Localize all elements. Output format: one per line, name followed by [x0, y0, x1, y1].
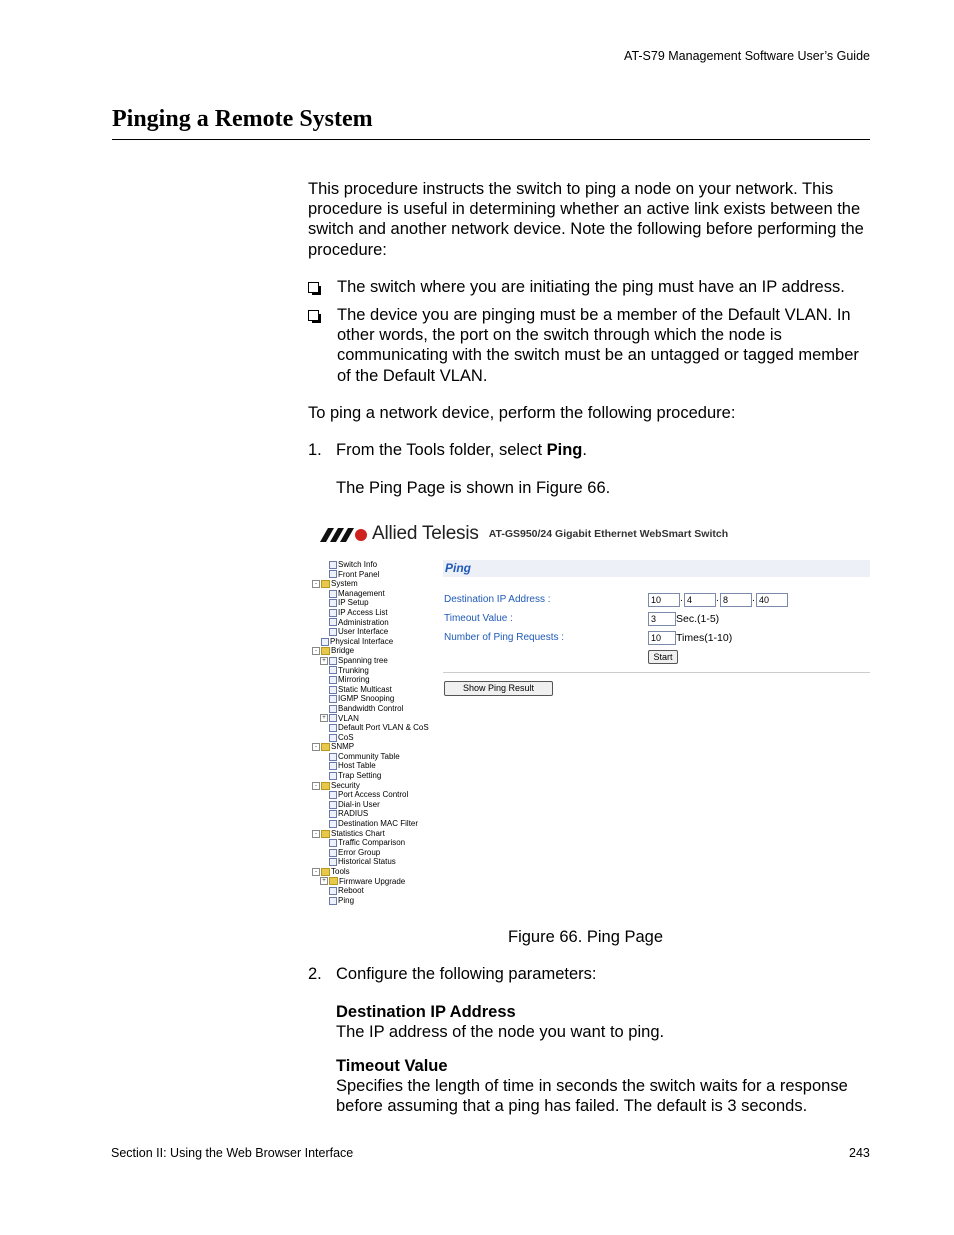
tree-item-label: IP Setup: [338, 598, 369, 608]
tree-item-dial-in-user[interactable]: [310, 800, 435, 810]
ip-octet-2-input[interactable]: 4: [684, 593, 716, 607]
tree-item-default-port-vlan-cos[interactable]: [310, 723, 435, 733]
page-number: 243: [849, 1146, 870, 1160]
tree-item-label: Firmware Upgrade: [339, 876, 406, 886]
tree-item-label: Management: [338, 588, 385, 598]
folder-icon: [321, 782, 330, 790]
checkbox-bullet-icon: [308, 310, 319, 321]
tree-item-label: Trunking: [338, 665, 369, 675]
tree-item-label: Front Panel: [338, 569, 380, 579]
page-icon: [329, 724, 337, 732]
step-1-note: The Ping Page is shown in Figure 66.: [336, 479, 611, 497]
page-icon: [329, 801, 337, 809]
panel-title: Ping: [445, 561, 471, 575]
tree-item-label: VLAN: [338, 713, 359, 723]
page-icon: [329, 772, 337, 780]
tree-item-cos[interactable]: [310, 733, 435, 743]
folder-icon: [321, 830, 330, 838]
brand-name: Allied Telesis: [372, 523, 479, 544]
tree-item-bridge[interactable]: [310, 646, 435, 656]
tree-item-trunking[interactable]: [310, 666, 435, 676]
title-rule: [112, 139, 870, 140]
step-number: 2.: [308, 965, 322, 983]
tree-item-spanning-tree[interactable]: [310, 656, 435, 666]
lead-in-paragraph: To ping a network device, perform the following procedure:: [308, 404, 736, 422]
page-icon: [329, 791, 337, 799]
allied-telesis-logo-icon: [320, 526, 368, 542]
page-icon: [329, 695, 337, 703]
tree-item-user-interface[interactable]: [310, 627, 435, 637]
tree-item-ip-access-list[interactable]: [310, 608, 435, 618]
bullet-text: The switch where you are initiating the ping must have an IP address.: [337, 278, 845, 296]
tree-item-igmp-snooping[interactable]: [310, 694, 435, 704]
tree-item-label: Host Table: [338, 761, 376, 771]
tree-item-label: Ping: [338, 895, 355, 905]
tree-item-mirroring[interactable]: [310, 675, 435, 685]
tree-item-label: Community Table: [338, 751, 400, 761]
tree-item-bandwidth-control[interactable]: [310, 704, 435, 714]
tree-item-label: Error Group: [338, 847, 381, 857]
folder-icon: [321, 647, 330, 655]
ip-octet-3-input[interactable]: 8: [720, 593, 752, 607]
collapse-icon[interactable]: -: [312, 743, 320, 751]
param-name: Destination IP Address: [336, 1003, 516, 1021]
step-1: [308, 440, 868, 460]
page-icon: [329, 570, 337, 578]
tree-item-label: IGMP Snooping: [338, 694, 395, 704]
folder-icon: [321, 743, 330, 751]
switch-model: AT-GS950/24 Gigabit Ethernet WebSmart Switch: [488, 528, 729, 540]
tree-item-label: Static Multicast: [338, 684, 392, 694]
ip-octet-4-input[interactable]: 40: [756, 593, 788, 607]
page-icon: [329, 849, 337, 857]
page-icon: [329, 590, 337, 598]
page-icon: [329, 810, 337, 818]
intro-paragraph: This procedure instructs the switch to ping a node on your network. This procedure is useful in determining whether an active link exists between the switch and another network device. Note the following before performing the procedure:: [308, 180, 864, 259]
collapse-icon[interactable]: -: [312, 647, 320, 655]
page-icon: [329, 686, 337, 694]
timeout-label: Timeout Value :: [444, 613, 513, 624]
collapse-icon[interactable]: -: [312, 868, 320, 876]
step-text: From the Tools folder, select Ping.: [336, 441, 587, 459]
tree-item-label: Mirroring: [338, 675, 370, 685]
tree-item-label: Administration: [338, 617, 389, 627]
tree-item-label: Trap Setting: [338, 771, 382, 781]
page-icon: [329, 839, 337, 847]
page-icon: [329, 609, 337, 617]
page-icon: [329, 705, 337, 713]
ping-requests-input[interactable]: 10: [648, 631, 676, 645]
tree-item-label: System: [331, 579, 358, 589]
tree-item-label: Bandwidth Control: [338, 703, 404, 713]
page-icon: [329, 753, 337, 761]
tree-item-firmware-upgrade[interactable]: [310, 877, 435, 887]
tree-item-label: SNMP: [331, 742, 355, 752]
tree-item-traffic-comparison[interactable]: [310, 838, 435, 848]
running-header: AT-S79 Management Software User’s Guide: [624, 49, 870, 63]
step-2: [308, 964, 868, 984]
destination-ip-label: Destination IP Address :: [444, 594, 551, 605]
collapse-icon[interactable]: -: [312, 580, 320, 588]
tree-item-label: Switch Info: [338, 560, 378, 569]
tree-item-label: RADIUS: [338, 809, 369, 819]
page-icon: [329, 714, 337, 722]
page-icon: [329, 887, 337, 895]
page-icon: [329, 762, 337, 770]
ip-octet-1-input[interactable]: 10: [648, 593, 680, 607]
tree-item-label: Destination MAC Filter: [338, 819, 419, 829]
start-button[interactable]: Start: [648, 650, 678, 664]
tree-item-vlan[interactable]: [310, 714, 435, 724]
page-icon: [329, 858, 337, 866]
tree-item-label: Spanning tree: [338, 655, 388, 665]
page-icon: [329, 628, 337, 636]
tree-item-label: CoS: [338, 732, 354, 742]
tree-item-label: Default Port VLAN & CoS: [338, 723, 429, 733]
tree-item-historical-status[interactable]: [310, 857, 435, 867]
navigation-tree: [310, 560, 435, 905]
tree-item-community-table[interactable]: [310, 752, 435, 762]
page-icon: [329, 561, 337, 569]
tree-item-administration[interactable]: [310, 618, 435, 628]
tree-item-management[interactable]: [310, 589, 435, 599]
checkbox-bullet-icon: [308, 282, 319, 293]
param-name: Timeout Value: [336, 1057, 448, 1075]
ping-page-figure: [310, 518, 870, 910]
tree-item-destination-mac-filter[interactable]: [310, 819, 435, 829]
tree-item-ping[interactable]: [310, 896, 435, 906]
ping-panel: Ping Destination IP Address : 10 . 4 . 8 . 40 Timeout Value : 3 Sec.(1-5) Number of Ping Requests : 10 Times(1-10) Start Show Ping Result: [443, 560, 870, 910]
param-destination-ip: [336, 1002, 871, 1042]
ping-requests-unit: Times(1-10): [676, 632, 733, 644]
param-timeout-value: [336, 1056, 871, 1117]
panel-title-bar: [443, 560, 870, 577]
page-icon: [329, 599, 337, 607]
param-description: Specifies the length of time in seconds the switch waits for a response before assuming that a ping has failed. The default is 3 seconds.: [336, 1077, 848, 1116]
page-icon: [329, 618, 337, 626]
step-text: Configure the following parameters:: [336, 965, 597, 983]
bullet-text: The device you are pinging must be a member of the Default VLAN. In other words, the port on the switch through which the node is communicating with the switch must be an untagged or tagged member of the Default VLAN.: [337, 306, 859, 385]
tree-item-ip-setup[interactable]: [310, 598, 435, 608]
tree-item-label: Port Access Control: [338, 790, 409, 800]
step-number: 1.: [308, 441, 322, 459]
brand-logo: [320, 522, 728, 546]
collapse-icon[interactable]: -: [312, 830, 320, 838]
tree-item-label: Statistics Chart: [331, 828, 385, 838]
tree-item-front-panel[interactable]: [310, 570, 435, 580]
panel-divider: [443, 672, 870, 673]
tree-item-label: Physical Interface: [330, 636, 394, 646]
page-icon: [321, 638, 329, 646]
tree-item-static-multicast[interactable]: [310, 685, 435, 695]
page-icon: [329, 820, 337, 828]
tree-item-snmp[interactable]: [310, 742, 435, 752]
page-icon: [329, 676, 337, 684]
tree-item-label: IP Access List: [338, 607, 388, 617]
page-icon: [329, 666, 337, 674]
timeout-unit: Sec.(1-5): [676, 613, 720, 625]
folder-icon: [321, 580, 330, 588]
tree-item-reboot[interactable]: [310, 886, 435, 896]
footer-section: Section II: Using the Web Browser Interface: [111, 1146, 354, 1160]
tree-item-label: User Interface: [338, 627, 389, 637]
expand-icon[interactable]: +: [320, 714, 328, 722]
page-icon: [329, 897, 337, 905]
page-icon: [329, 734, 337, 742]
tree-item-label: Reboot: [338, 886, 364, 896]
page-icon: [329, 657, 337, 665]
tree-item-label: Bridge: [331, 646, 355, 656]
param-description: The IP address of the node you want to ping.: [336, 1023, 665, 1042]
timeout-input[interactable]: 3: [648, 612, 676, 626]
bullet-item: [308, 305, 868, 386]
tree-item-label: Historical Status: [338, 857, 396, 867]
tree-item-radius[interactable]: [310, 809, 435, 819]
show-ping-result-button[interactable]: Show Ping Result: [444, 681, 553, 696]
tree-item-error-group[interactable]: [310, 848, 435, 858]
tree-item-statistics-chart[interactable]: [310, 829, 435, 839]
bullet-item: [308, 277, 868, 297]
tree-item-system[interactable]: [310, 579, 435, 589]
collapse-icon[interactable]: -: [312, 782, 320, 790]
tree-item-physical-interface[interactable]: [310, 637, 435, 647]
folder-icon: [329, 877, 338, 885]
tree-item-label: Security: [331, 780, 360, 790]
tree-item-host-table[interactable]: [310, 761, 435, 771]
tree-item-switch-info[interactable]: [310, 560, 435, 570]
section-title: Pinging a Remote System: [112, 106, 373, 132]
expand-icon[interactable]: +: [320, 877, 328, 885]
tree-item-security[interactable]: [310, 781, 435, 791]
folder-icon: [321, 868, 330, 876]
tree-item-label: Traffic Comparison: [338, 838, 406, 848]
tree-item-port-access-control[interactable]: [310, 790, 435, 800]
tree-item-tools[interactable]: [310, 867, 435, 877]
tree-item-trap-setting[interactable]: [310, 771, 435, 781]
expand-icon[interactable]: +: [320, 657, 328, 665]
ping-requests-label: Number of Ping Requests :: [444, 632, 565, 643]
tree-item-label: Tools: [331, 867, 350, 876]
figure-caption: Figure 66. Ping Page: [508, 928, 664, 946]
tree-item-label: Dial-in User: [338, 799, 380, 809]
